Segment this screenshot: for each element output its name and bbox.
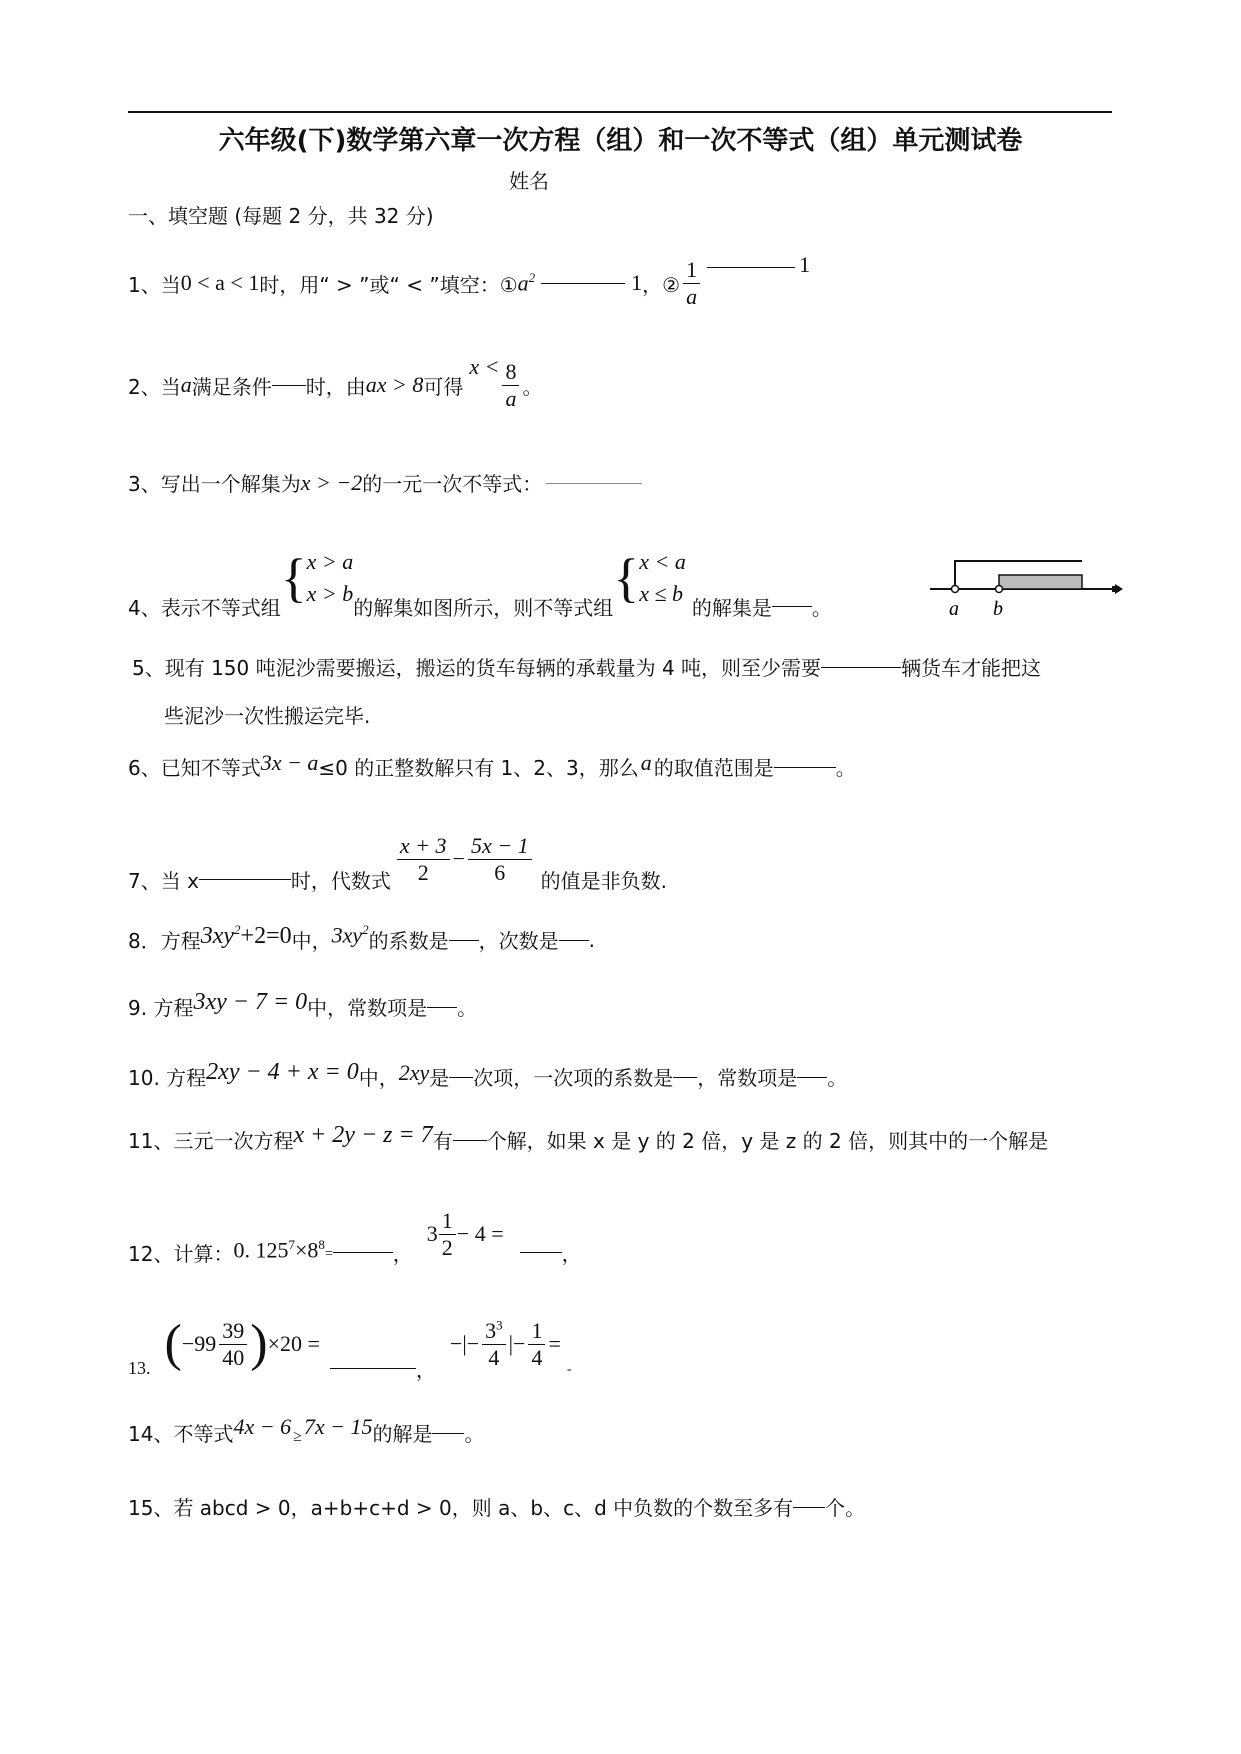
question-7: 7、当 x 时，代数式 $\frac{x + 3}{2}$ − $\frac{5x - 1}{6}$ 的值是非负数.: [128, 833, 667, 893]
answer-blank[interactable]: [453, 1139, 487, 1141]
name-label: 姓名: [509, 169, 549, 193]
answer-blank[interactable]: [559, 939, 589, 941]
answer-blank[interactable]: [333, 1251, 393, 1253]
section-heading: 一、填空题 (每题 2 分，共 32 分): [128, 204, 434, 228]
page-title: 六年级(下)数学第六章一次方程（组）和一次不等式（组）单元测试卷: [218, 126, 1023, 156]
answer-blank[interactable]: [546, 482, 642, 484]
answer-blank[interactable]: [449, 1076, 473, 1078]
answer-blank[interactable]: [432, 1432, 464, 1434]
question-4: 4、表示不等式组 { x > a x > b 的解集如图所示，则不等式组 { x < a x ≤ b 的解集是 。: [128, 548, 832, 620]
answer-blank[interactable]: [272, 384, 306, 386]
question-9: 9. 方程 3xy − 7 = 0 中，常数项是 。: [128, 989, 478, 1020]
answer-blank[interactable]: [793, 1506, 825, 1508]
question-12: 12、计算： 0. $125^7\times 8^8=$ ， 3 $\frac{1}{2}$ − 4 = ，: [128, 1208, 582, 1266]
answer-blank[interactable]: [520, 1251, 562, 1253]
answer-blank[interactable]: [707, 266, 795, 268]
number-line-figure: [925, 553, 1125, 625]
answer-blank[interactable]: [673, 1076, 697, 1078]
top-rule: [128, 111, 1112, 113]
question-10: 10. 方程 2xy − 4 + x = 0 中， 2xy 是 次项，一次项的系数是 ，常数项是 。: [128, 1059, 848, 1090]
answer-blank[interactable]: [774, 766, 836, 768]
question-15: 15、若 abcd > 0，a+b+c+d > 0，则 a、b、c、d 中负数的个数至多有 个。: [128, 1496, 866, 1520]
question-14: 14、不等式 4x − 6 ≥ 7x − 15 的解是 。: [128, 1413, 485, 1446]
question-6: 6、已知不等式 3x − a ≤0 的正整数解只有 1、2、3，那么 a 的取值范围是 。: [128, 749, 856, 780]
question-5-line2: 些泥沙一次性搬运完毕.: [164, 704, 371, 728]
shaded-solution-region: [999, 575, 1082, 589]
answer-blank[interactable]: [199, 878, 291, 880]
question-1: 1、当 0 < a < 1 时，用“ > ”或“ < ”填空：① $a^2$ 1 ，② $\frac{1}{a}$ 1: [128, 252, 811, 309]
question-13: 13. ( −99 $\frac{39}{40}$ ) ×20 = ， −|− $\frac{3^3}{4}$ |− $\frac{1}{4}$ = -: [128, 1315, 572, 1382]
question-2: 2、当 a 满足条件 时，由 ax > 8 可得 x < $\frac{8}{a}$ 。: [128, 354, 543, 411]
question-3: 3、写出一个解集为 x > −2 的一元一次不等式：: [128, 468, 642, 497]
question-11: 11、三元一次方程 x + 2y − z = 7 有 个解，如果 x 是 y 的 2 倍，y 是 z 的 2 倍，则其中的一个解是: [128, 1122, 1049, 1153]
answer-blank[interactable]: [541, 282, 625, 284]
answer-blank[interactable]: [797, 1076, 827, 1078]
label-b: b: [993, 598, 1003, 620]
question-5: 5、现有 150 吨泥沙需要搬运，搬运的货车每辆的承载量为 4 吨，则至少需要 辆货车才能把这: [132, 656, 1042, 680]
point-a: [952, 586, 959, 593]
answer-blank[interactable]: [772, 605, 812, 607]
answer-blank[interactable]: [449, 939, 479, 941]
point-b: [996, 586, 1003, 593]
label-a: a: [949, 598, 959, 620]
answer-blank[interactable]: [427, 1006, 457, 1008]
answer-blank[interactable]: [821, 666, 901, 668]
question-8: 8．方程 $3xy^2+2=0$ 中， $3xy^2$ 的系数是 ，次数是 .: [128, 921, 596, 953]
answer-blank[interactable]: [330, 1367, 416, 1369]
